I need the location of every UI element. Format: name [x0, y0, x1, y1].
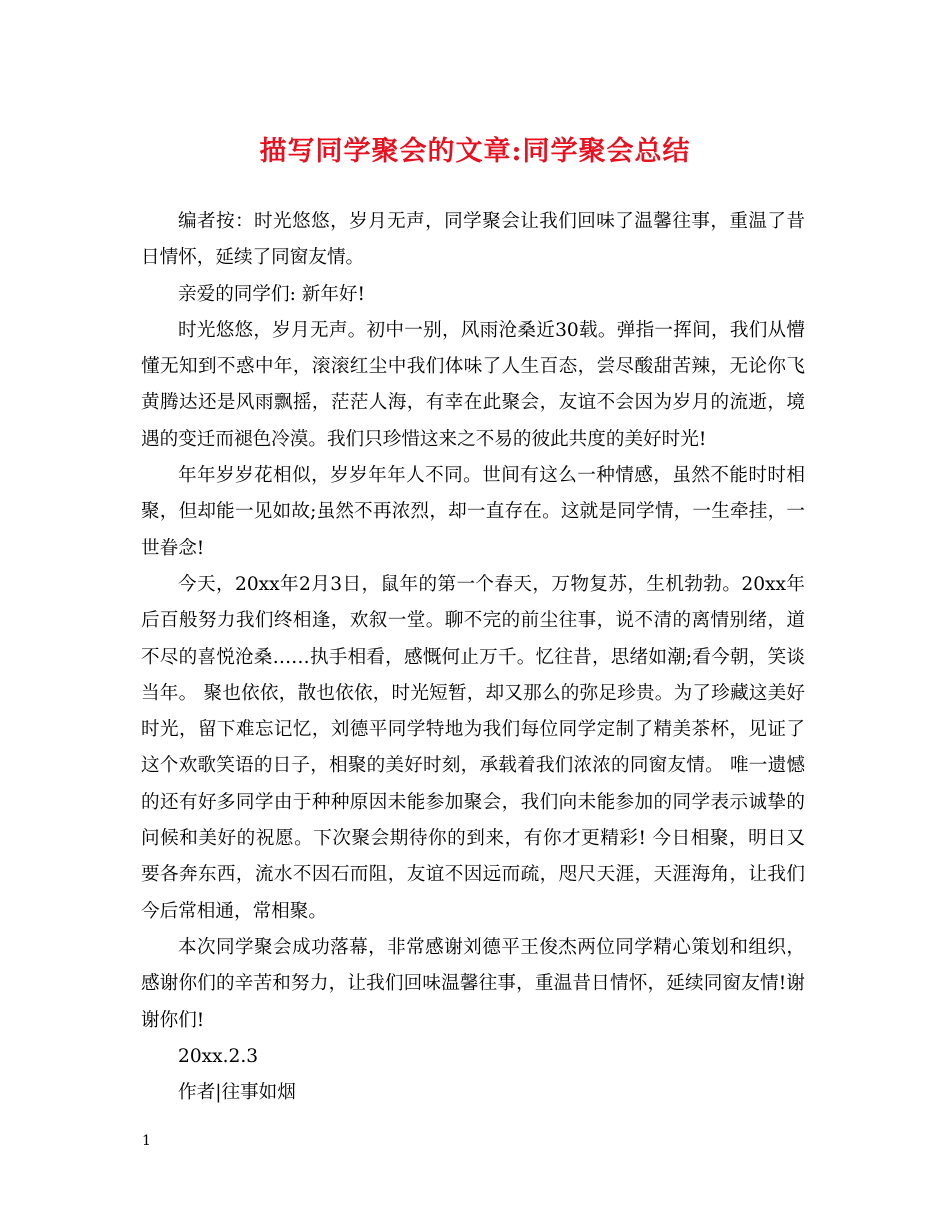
paragraph-editor-note: 编者按：时光悠悠，岁月无声，同学聚会让我们回味了温馨往事，重温了昔日情怀，延续了同窗友情。: [141, 211, 805, 269]
paragraph-greeting: 亲爱的同学们: 新年好!: [178, 283, 365, 305]
paragraph-thanks: 本次同学聚会成功落幕，非常感谢刘德平王俊杰两位同学精心策划和组织，感谢你们的辛苦和努力，让我们回味温馨往事，重温昔日情怀，延续同窗友情!谢谢你们!: [141, 936, 805, 1031]
paragraph-author: 作者|往事如烟: [178, 1082, 296, 1104]
page-number: 1: [142, 1133, 151, 1149]
paragraph-reunion-day: 今天，20xx年2月3日，鼠年的第一个春天，万物复苏，生机勃勃。20xx年后百般努力我们终相逢，欢叙一堂。聊不完的前尘往事，说不清的离情别绪，道不尽的喜悦沧桑……执手相看，感慨何止万千。忆往昔，思绪如潮;看今朝，笑谈当年。 聚也依依，散也依依，时光短暂，却又那么的弥足珍贵。为了珍藏这美好时光，留下难忘记忆，刘德平同学特地为我们每位同学定制了精美茶杯，见证了这个欢歌笑语的日子，相聚的美好时刻，承载着我们浓浓的同窗友情。 唯一遗憾的还有好多同学由于种种原因未能参加聚会，我们向未能参加的同学表示诚挚的问候和美好的祝愿。下次聚会期待你的到来，有你才更精彩! 今日相聚，明日又要各奔东西，流水不因石而阻，友谊不因远而疏，咫尺天涯，天涯海角，让我们今后常相通，常相聚。: [141, 573, 805, 922]
paragraph-date: 20xx.2.3: [178, 1045, 259, 1067]
paragraph-classmate-bond: 年年岁岁花相似，岁岁年年人不同。世间有这么一种情感，虽然不能时时相聚，但却能一见如故;虽然不再浓烈，却一直存在。这就是同学情，一生牵挂，一世眷念!: [141, 465, 805, 559]
document-body: [141, 204, 805, 1111]
paragraph-time-passes: 时光悠悠，岁月无声。初中一别，风雨沧桑近30载。弹指一挥间，我们从懵懂无知到不惑中年，滚滚红尘中我们体味了人生百态，尝尽酸甜苦辣，无论你飞黄腾达还是风雨飘摇，茫茫人海，有幸在此聚会，友谊不会因为岁月的流逝，境遇的变迁而褪色冷漠。我们只珍惜这来之不易的彼此共度的美好时光!: [141, 319, 805, 450]
document-title: 描写同学聚会的文章:同学聚会总结: [259, 136, 691, 167]
